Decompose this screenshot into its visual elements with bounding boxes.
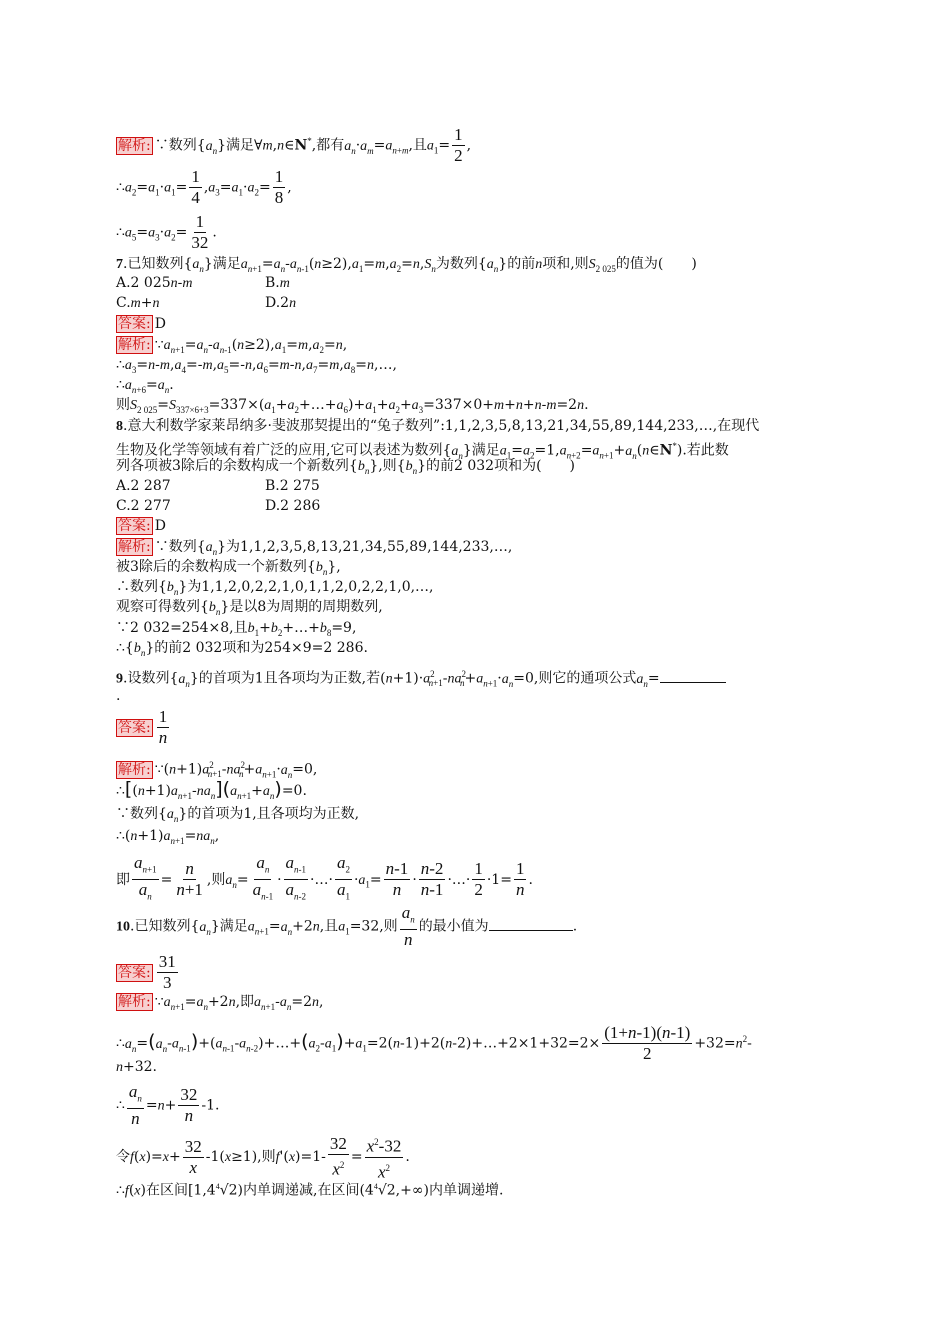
q8-stem-line2: 生物及化学等领域有着广泛的应用,它可以表述为数列$\{a_n\}$满足$a_1=a_2=1,a_{n+2}=a_{n+1}+a_n(n\in N^*)$.若此数 <box>116 441 729 461</box>
q8-answer: 答案: D <box>118 518 166 534</box>
q8-option-c: C.2 277 <box>116 498 171 514</box>
answer-tag: 答案: <box>118 719 151 736</box>
analysis-tag: 解析: <box>118 539 151 555</box>
q9-stem-period: . <box>116 688 121 704</box>
q8-solution-line2: 被3除后的余数构成一个新数列$\{b_n\}$, <box>116 559 341 577</box>
q9-stem: 9.设数列$\{a_n\}$的首项为1且各项均为正数,若$(n+1)\cdot a^2_{n+1}-na^2_n+a_{n+1}\cdot a_n=0$,则它的通项公式$a_n=$ <box>116 665 726 692</box>
q9-solution-line4: $\therefore(n+1)a_{n+1}=na_n$, <box>116 828 220 846</box>
q7-option-c: C.m+n <box>116 295 160 311</box>
q8-solution-line3: ∴数列$\{b_n\}$为1,1,2,0,2,2,1,0,1,1,2,0,2,2,1,0,…, <box>116 579 434 597</box>
q10-solution-line3: n+32. <box>116 1059 157 1075</box>
analysis-tag: 解析: <box>118 337 151 353</box>
q8-solution-line4: 观察可得数列$\{b_n\}$是以8为周期的周期数列, <box>116 599 383 617</box>
q8-stem-line1: 8.意大利数学家莱昂纳多·斐波那契提出的“兔子数列”:1,1,2,3,5,8,13,21,34,55,89,144,233,…,在现代 <box>116 418 760 434</box>
q7-solution-line3: $\therefore a_{n+6}=a_n$. <box>116 377 174 395</box>
answer-tag: 答案: <box>118 964 151 981</box>
q10-solution-line5: 令f(x)=x+ $\frac{32}{x}$ -1(x≥1),则f'(x)=1- $\frac{32}{x^2}$ = $\frac{x^2-32}{x^2}$ . <box>116 1132 410 1182</box>
q8-option-b: B.2 275 <box>265 478 320 494</box>
q9-answer-blank[interactable] <box>660 682 726 683</box>
q6-solution-line2: $\therefore a_2=a_1\cdot a_1=$ $\frac{1}{4}$ $,a_3=a_1\cdot a_2=$ $\frac{1}{8}$ , <box>116 167 292 207</box>
q8-stem-line3: 列各项被3除后的余数构成一个新数列$\{b_n\}$,则$\{b_n\}$的前2 032项和为( ) <box>116 458 576 476</box>
q10-answer-blank[interactable] <box>489 930 573 931</box>
analysis-tag: 解析: <box>118 137 151 154</box>
q9-solution-line1: 解析: $\because(n+1)a^2_{n+1}-na^2_n+a_{n+1}\cdot a_n=0$, <box>118 760 318 780</box>
q7-solution-line2: $\therefore a_3=n-m,a_4=-m,a_5=-n,a_6=m-n,a_7=m,a_8=n,\dots$, <box>116 357 397 375</box>
analysis-tag: 解析: <box>118 761 151 778</box>
q9-solution-line5: 即 $\frac{a_{n+1}}{a_n}$ = $\frac{n}{n+1}$ ,则$a_n=$ $\frac{a_n}{a_{n-1}}$ · $\frac{a_{n-1}}{a_{n-2}}$ ·…· $\frac{a_2}{a_1}$ $\cdot a_1=$ $\frac{n-1}{n}$ · $\frac{n-2}{n-1}$ ·…· $\frac{1}{2}$ ·1= $\frac{1}{n}$ . <box>116 853 533 902</box>
q9-solution-line3: ∵数列$\{a_n\}$的首项为1,且各项均为正数, <box>116 806 360 824</box>
q10-solution-line1: 解析: $\because a_{n+1}=a_n+2n$,即$a_{n+1}-a_n=2n$, <box>118 994 324 1012</box>
q6-solution-line1: 解析: ∵数列$\{a_n\}$满足∀m,n∈N*,都有$a_n\cdot a_m=a_{n+m}$,且$a_1=$ $\frac{1}{2}$ , <box>118 125 472 165</box>
q7-answer: 答案: D <box>118 316 166 332</box>
q9-solution-line2: $\therefore[(n+1)a_{n+1}-na_n](a_{n+1}+a_n)=0$. <box>116 778 307 801</box>
q8-solution-line6: $\therefore\{b_n\}$的前2 032项和为254×9=2 286. <box>116 640 368 658</box>
q8-option-d: D.2 286 <box>265 498 321 514</box>
q7-option-d: D.2n <box>265 295 297 311</box>
q7-stem: 7.已知数列$\{a_n\}$满足$a_{n+1}=a_n-a_{n-1}(n\ge 2),a_1=m,a_2=n,S_n$为数列$\{a_n\}$的前n项和,则$S_{2 025}$的值为( ) <box>116 256 697 274</box>
q9-answer: 答案: $\frac{1}{n}$ <box>118 707 168 747</box>
q7-option-a: A.2 025n-m <box>116 275 193 291</box>
q10-solution-line2: $\therefore a_n=(a_n-a_{n-1})+(a_{n-1}-a_{n-2})+\dots+(a_2-a_1)+a_1=2(n-1)+2(n-2)+\dots+2\times 1+32=2\times$ $\frac{(1+n-1)(n-1)}{2}$ $+32=n^2-$ <box>116 1023 752 1063</box>
q10-solution-line6: ∴f(x)在区间$[1,4^4√2)$内单调递减,在区间$(4^4√2,+\infty)$内单调递增. <box>116 1182 504 1199</box>
q8-option-a: A.2 287 <box>116 478 171 494</box>
q10-solution-line4: ∴ $\frac{a_n}{n}$ =n+ $\frac{32}{n}$ -1. <box>116 1082 220 1129</box>
q7-solution-line4: 则$S_{2 025}=S_{337\times 6+3}=337\times(a_1+a_2+\dots+a_6)+a_1+a_2+a_3=337\times 0+m+n+n-m=2n$. <box>116 397 589 415</box>
q8-solution-line5: ∵2 032=254×8,且$b_1+b_2+\dots+b_8=9$, <box>116 620 357 638</box>
answer-tag: 答案: <box>118 518 151 534</box>
q7-option-b: B.m <box>265 275 290 291</box>
q6-solution-line3: $\therefore a_5=a_3\cdot a_2=$ $\frac{1}{32}$ . <box>116 212 217 252</box>
analysis-tag: 解析: <box>118 994 151 1010</box>
answer-tag: 答案: <box>118 316 151 332</box>
q10-stem: 10.已知数列$\{a_n\}$满足$a_{n+1}=a_n+2n$,且$a_1=32$,则 $\frac{a_n}{n}$ 的最小值为 . <box>116 903 578 950</box>
q10-answer: 答案: $\frac{31}{3}$ <box>118 952 176 992</box>
q8-solution-line1: 解析: ∵数列$\{a_n\}$为1,1,2,3,5,8,13,21,34,55,89,144,233,…, <box>118 539 513 557</box>
q7-solution-line1: 解析: $\because a_{n+1}=a_n-a_{n-1}(n\ge 2),a_1=m,a_2=n$, <box>118 337 348 355</box>
